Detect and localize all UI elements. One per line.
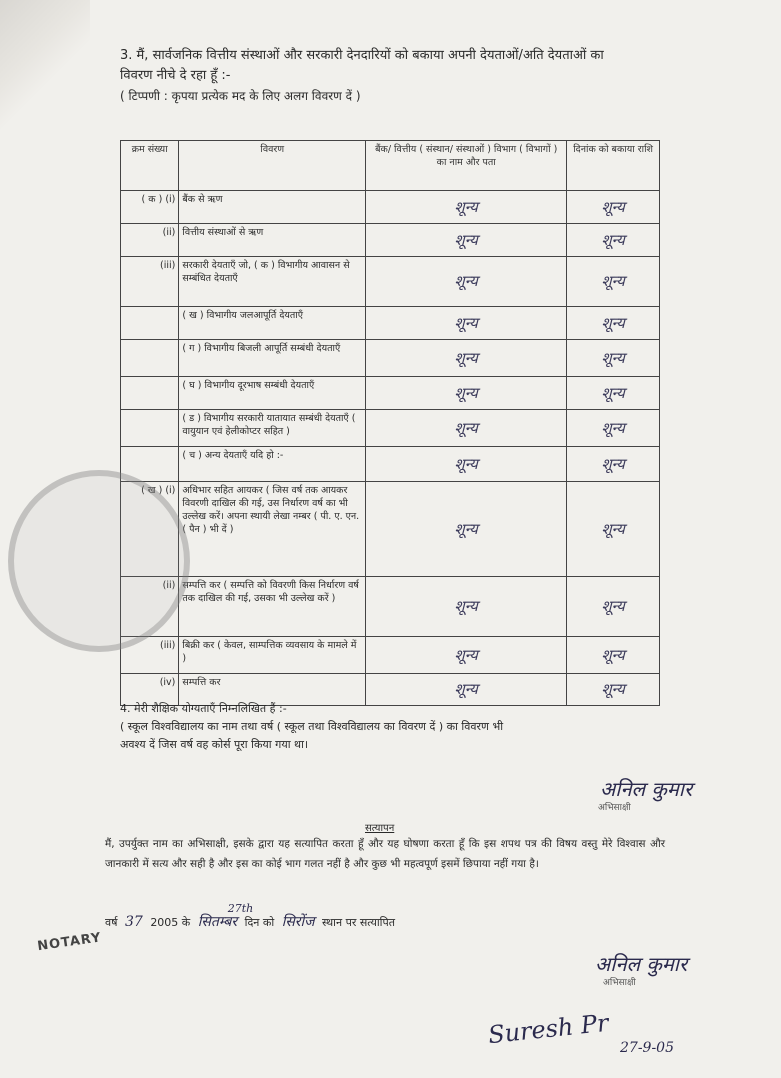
section-4-line-2: ( स्कूल विश्वविद्यालय का नाम तथा वर्ष ( स्कूल तथा विश्वविद्यालय का विवरण दें ) का विवरण भी [120,720,504,733]
rubber-stamp [8,470,190,652]
page-fold-shadow [0,0,90,130]
signature-label-1: अभिसाक्षी [598,803,631,813]
table-row [121,447,660,482]
verification-title: सत्यापन [365,823,395,834]
signature-label-2: अभिसाक्षी [603,978,636,988]
table-row [121,482,660,577]
row-description: सम्पत्ति कर ( सम्पत्ति को विवरणी किस निर्धारण वर्ष तक दाखिल की गई, उसका भी उल्लेख करें ) [179,577,366,637]
row-description: बिक्री कर ( केवल, साम्पत्तिक व्यवसाय के मामले में ) [179,637,366,674]
notary-signature: Suresh Pr [486,1008,610,1050]
verification-text: मैं, उपर्युक्त नाम का अभिसाक्षी, इसके द्वारा यह सत्यापित करता हूँ और यह घोषणा करता हूँ कि इस शपथ पत्र की विषय वस्तु मेरे विश्वास और जानकारी में सत्य और सही है और इस का कोई भाग गलत नहीं है और कुछ भी महत्वपूर्ण इसमें छिपाया नहीं गया है। [105,838,665,870]
row-index [121,307,179,340]
dateline-year-num: 37 [124,914,143,930]
dateline-day: 27th [227,902,254,915]
row-bank-value: शून्य [366,577,567,637]
table-row [121,307,660,340]
intro-line-2: विवरण नीचे दे रहा हूँ :- [120,68,231,83]
row-description: ( ख ) विभागीय जलआपूर्ति देयताएँ [179,307,366,340]
dateline-month: सितम्बर [197,914,238,930]
row-amount-value: शून्य [567,447,660,482]
header-details: विवरण [179,141,366,191]
row-description: वित्तीय संस्थाओं से ऋण [179,224,366,257]
row-amount-value: शून्य [567,674,660,706]
row-index: (iv) [121,674,179,706]
row-amount-value: शून्य [567,307,660,340]
row-index [121,410,179,447]
section-4-line-1: 4. मेरी शैक्षिक योग्यताएँ निम्नलिखित हैं :- [120,702,287,715]
row-amount-value: शून्य [567,377,660,410]
dateline-place: सिरोंज [281,914,315,930]
notary-signature-date: 27-9-05 [620,1040,674,1056]
section-4 [120,700,665,754]
row-description: अधिभार सहित आयकर ( जिस वर्ष तक आयकर विवरणी दाखिल की गई, उस निर्धारण वर्ष का भी उल्लेख करें। अपना स्थायी लेखा नम्बर ( पी. ए. एन. ( पैन ) भी दें ) [179,482,366,577]
table-row [121,191,660,224]
signature-deponent-2: अनिल कुमार [595,952,688,976]
dateline-mid: दिन को [244,916,275,929]
table-row [121,577,660,637]
row-bank-value: शून्य [366,191,567,224]
signature-deponent-1: अनिल कुमार [600,777,693,801]
row-index: ( क ) (i) [121,191,179,224]
row-description: सरकारी देयताएँ जो, ( क ) विभागीय आवासन से सम्बंधित देयताएँ [179,257,366,307]
section-3-intro [120,46,680,106]
row-bank-value: शून्य [366,377,567,410]
header-serial: क्रम संख्या [121,141,179,191]
row-index: ( ख ) (i) [121,482,179,577]
intro-note: ( टिप्पणी : कृपया प्रत्येक मद के लिए अलग विवरण दें ) [120,89,361,103]
dateline-suffix: स्थान पर सत्यापित [322,916,396,929]
row-bank-value: शून्य [366,447,567,482]
row-index: (iii) [121,637,179,674]
table-row [121,224,660,257]
row-bank-value: शून्य [366,674,567,706]
row-bank-value: शून्य [366,482,567,577]
row-amount-value: शून्य [567,191,660,224]
row-description: ( ड ) विभागीय सरकारी यातायात सम्बंधी देयताएँ ( वायुयान एवं हेलीकोप्टर सहित ) [179,410,366,447]
table-row [121,410,660,447]
row-bank-value: शून्य [366,340,567,377]
row-bank-value: शून्य [366,257,567,307]
row-description: बैंक से ऋण [179,191,366,224]
table-row [121,377,660,410]
row-description: सम्पत्ति कर [179,674,366,706]
header-amount: दिनांक को बकाया राशि [567,141,660,191]
table-row [121,257,660,307]
row-amount-value: शून्य [567,224,660,257]
dateline-prefix: वर्ष [105,916,118,929]
row-amount-value: शून्य [567,340,660,377]
table-row [121,340,660,377]
intro-line-1: 3. मैं, सार्वजनिक वित्तीय संस्थाओं और सरकारी देनदारियों को बकाया अपनी देयताओं/अति देयताओं का [120,48,604,63]
header-bank: बैंक/ वित्तीय ( संस्थान/ संस्थाओं ) विभाग ( विभागों ) का नाम और पता [366,141,567,191]
row-bank-value: शून्य [366,224,567,257]
notary-seal: NOTARY [36,930,103,955]
section-4-line-3: अवश्य दें जिस वर्ष वह कोर्स पूरा किया गया था। [120,738,309,751]
row-bank-value: शून्य [366,637,567,674]
liabilities-table [120,140,660,706]
row-description: ( ग ) विभागीय बिजली आपूर्ति सम्बंधी देयताएँ [179,340,366,377]
row-amount-value: शून्य [567,577,660,637]
row-bank-value: शून्य [366,410,567,447]
row-amount-value: शून्य [567,257,660,307]
row-index [121,340,179,377]
row-index: (iii) [121,257,179,307]
row-index [121,377,179,410]
row-description: ( घ ) विभागीय दूरभाष सम्बंधी देयताएँ [179,377,366,410]
row-amount-value: शून्य [567,482,660,577]
row-description: ( च ) अन्य देयताएँ यदि हो :- [179,447,366,482]
row-bank-value: शून्य [366,307,567,340]
table-row [121,637,660,674]
dateline-year-suffix: 2005 के [150,916,191,929]
row-amount-value: शून्य [567,410,660,447]
row-amount-value: शून्य [567,637,660,674]
row-index: (ii) [121,224,179,257]
row-index: (ii) [121,577,179,637]
